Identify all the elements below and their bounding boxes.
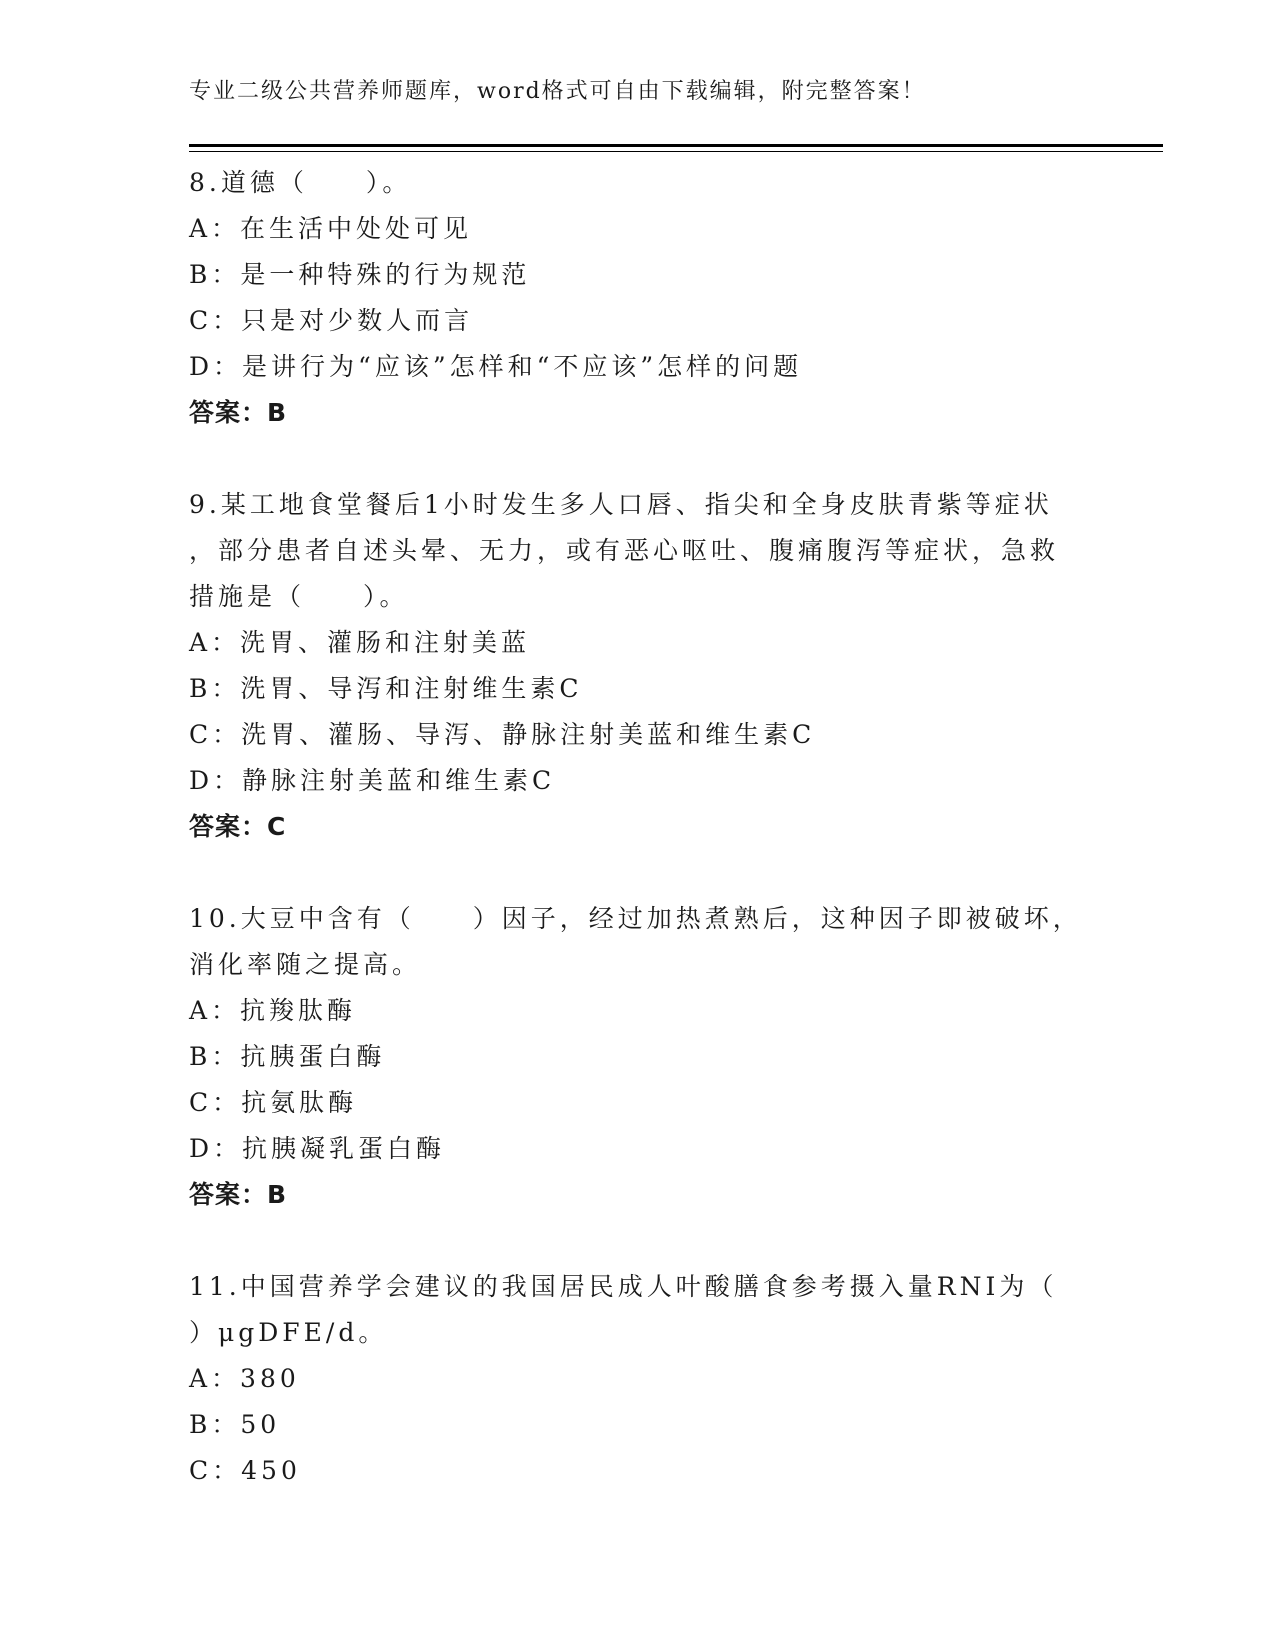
- option-d: D：抗胰凝乳蛋白酶: [189, 1134, 446, 1163]
- option-a: A：洗胃、灌肠和注射美蓝: [189, 628, 531, 657]
- option-b: B：是一种特殊的行为规范: [189, 260, 531, 289]
- question-9: [189, 482, 1089, 850]
- answer: 答案：B: [189, 398, 288, 427]
- option-b: B：50: [189, 1410, 281, 1439]
- option-c: C：洗胃、灌肠、导泻、静脉注射美蓝和维生素C: [189, 720, 816, 749]
- option-c: C：抗氨肽酶: [189, 1088, 358, 1117]
- option-b: B：洗胃、导泻和注射维生素C: [189, 674, 583, 703]
- question-stem: 消化率随之提高。: [189, 950, 422, 979]
- question-stem: 11.中国营养学会建议的我国居民成人叶酸膳食参考摄入量RNI为（: [189, 1272, 1058, 1301]
- option-b: B：抗胰蛋白酶: [189, 1042, 386, 1071]
- option-a: A：抗羧肽酶: [189, 996, 357, 1025]
- option-d: D：静脉注射美蓝和维生素C: [189, 766, 556, 795]
- question-list: [189, 160, 1089, 1540]
- question-stem: 10.大豆中含有（ ）因子，经过加热煮熟后，这种因子即被破坏，: [189, 904, 1082, 933]
- option-a: A：380: [189, 1364, 300, 1393]
- question-stem: ）μgDFE/d。: [189, 1318, 388, 1347]
- question-stem: 措施是（ ）。: [189, 582, 409, 611]
- question-stem: 9.某工地食堂餐后1小时发生多人口唇、指尖和全身皮肤青紫等症状: [189, 490, 1053, 519]
- answer: 答案：B: [189, 1180, 288, 1209]
- page-header: 专业二级公共营养师题库，word格式可自由下载编辑，附完整答案！: [189, 79, 926, 104]
- option-c: C：450: [189, 1456, 301, 1485]
- question-10: [189, 896, 1089, 1218]
- option-c: C：只是对少数人而言: [189, 306, 474, 335]
- question-stem: 8.道德（ ）。: [189, 168, 412, 197]
- header-rule-thin: [189, 151, 1163, 152]
- answer: 答案：C: [189, 812, 287, 841]
- question-stem: ，部分患者自述头晕、无力，或有恶心呕吐、腹痛腹泻等症状，急救: [189, 536, 1060, 565]
- option-d: D：是讲行为“应该”怎样和“不应该”怎样的问题: [189, 352, 803, 381]
- option-a: A：在生活中处处可见: [189, 214, 473, 243]
- question-11: [189, 1264, 1089, 1494]
- question-8: [189, 160, 1089, 436]
- header-rule-thick: [189, 144, 1163, 147]
